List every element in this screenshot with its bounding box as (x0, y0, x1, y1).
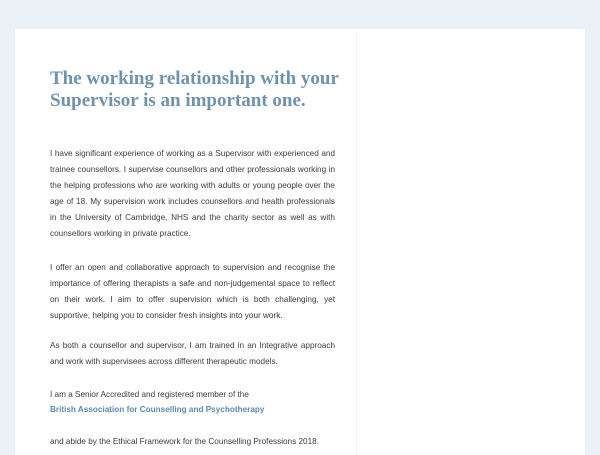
main-content (15, 29, 356, 455)
heading-line-2: Supervisor is an important one. (50, 90, 306, 111)
heading-line-1: The working relationship with your (50, 68, 339, 89)
sidebar-column (357, 29, 585, 455)
paragraph-ethics: and abide by the Ethical Framework for the Counselling Professions 2018. (50, 437, 319, 446)
page-container (15, 29, 585, 455)
bacp-link[interactable]: British Association for Counselling and Psychotherapy (50, 405, 265, 414)
paragraph-membership: I am a Senior Accredited and registered member of the (50, 390, 249, 399)
page-heading (50, 68, 350, 112)
paragraph-approach: I offer an open and collaborative approach to supervision and recognise the importance of offering therapists a safe and non-judgemental space to reflect on their work. I aim to offer supervision which is both challenging, yet supportive, helping you to consider fresh insights into your work. (50, 263, 335, 320)
paragraph-training: As both a counsellor and supervisor, I am trained in an Integrative approach and work with supervisees across different therapeutic models. (50, 341, 335, 366)
paragraph-experience: I have significant experience of working as a Supervisor with experienced and trainee counsellors. I supervise counsellors and other professionals working in the helping professions who are working with adults or young people over the age of 18. My supervision work includes counsellors and health professionals in the University of Cambridge, NHS and the charity sector as well as with counsellors working in private practice. (50, 149, 335, 238)
